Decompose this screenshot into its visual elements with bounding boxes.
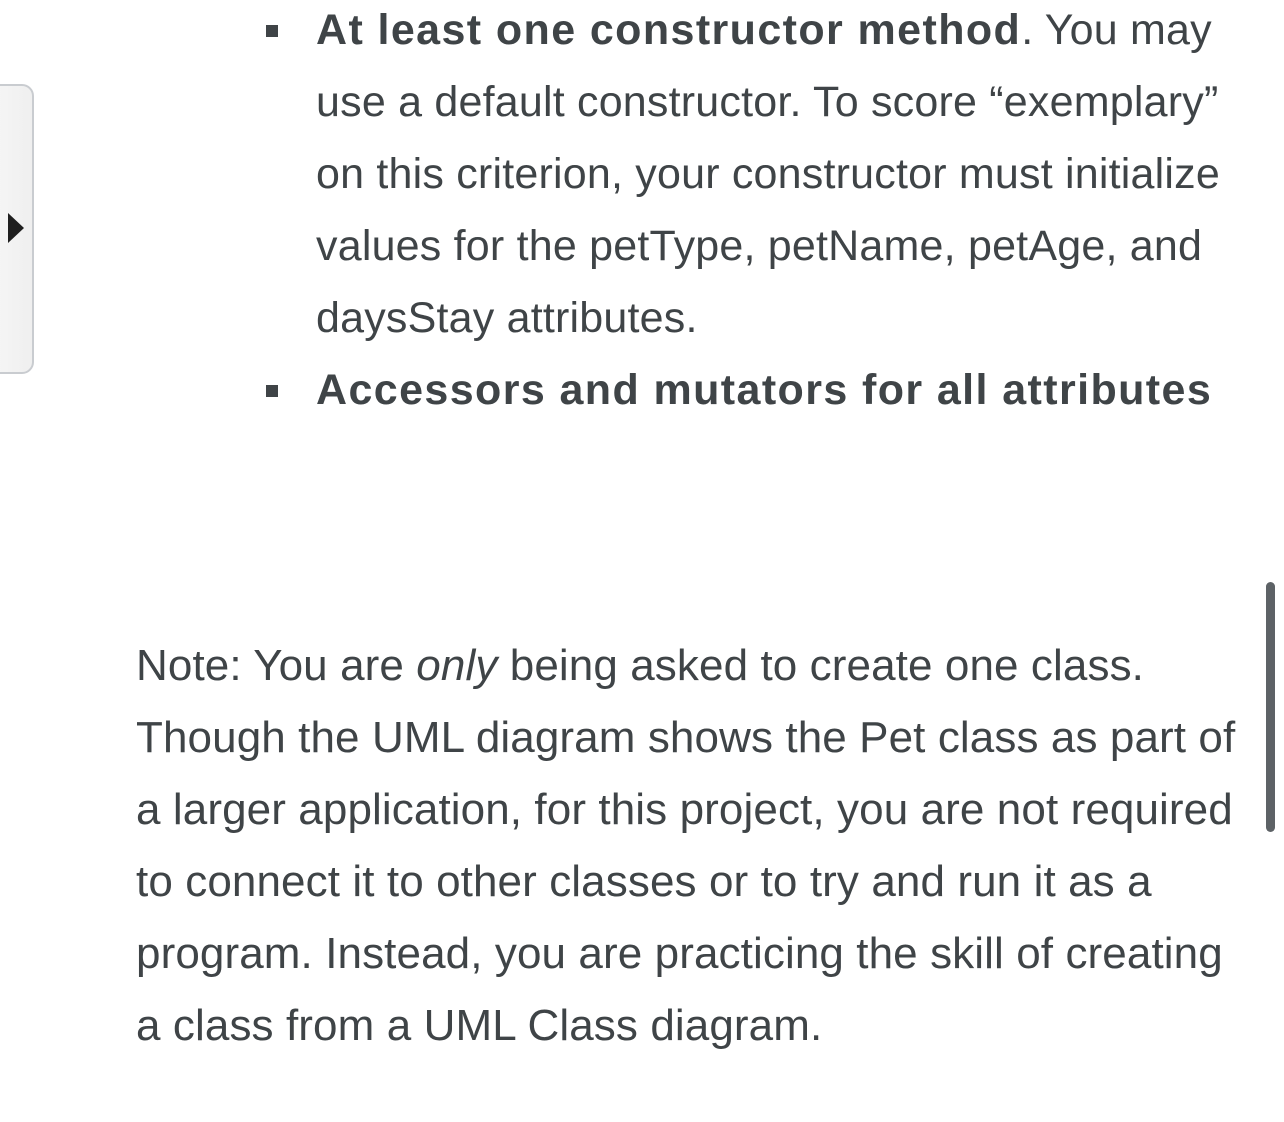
criteria-list	[260, 0, 1220, 426]
criteria-item	[260, 354, 1220, 426]
sidebar-toggle-button[interactable]	[0, 84, 34, 374]
criteria-title: Accessors and mutators for all attributes	[316, 366, 1213, 414]
note-text-end: being asked to create one class. Though the UML diagram shows the Pet class as part of a larger application, for this project, you are not required to connect it to other classes or to try and run it as a program. Instead, you are practicing the skill of creating a class from a UML Class diagram.	[136, 641, 1236, 1050]
criteria-description: . You may use a default constructor. To score “exemplary” on this criterion, your constructor must initialize values for the petType, petName, petAge, and daysStay attributes.	[316, 6, 1220, 342]
criteria-title: At least one constructor method	[316, 6, 1022, 54]
note-emphasis: only	[416, 641, 498, 690]
square-bullet-icon	[266, 25, 278, 37]
scrollbar-thumb[interactable]	[1266, 582, 1275, 832]
note-text-start: Note: You are	[136, 641, 417, 690]
criteria-item	[260, 0, 1220, 354]
caret-right-icon	[8, 213, 24, 243]
note-paragraph	[136, 630, 1246, 1062]
square-bullet-icon	[266, 385, 278, 397]
